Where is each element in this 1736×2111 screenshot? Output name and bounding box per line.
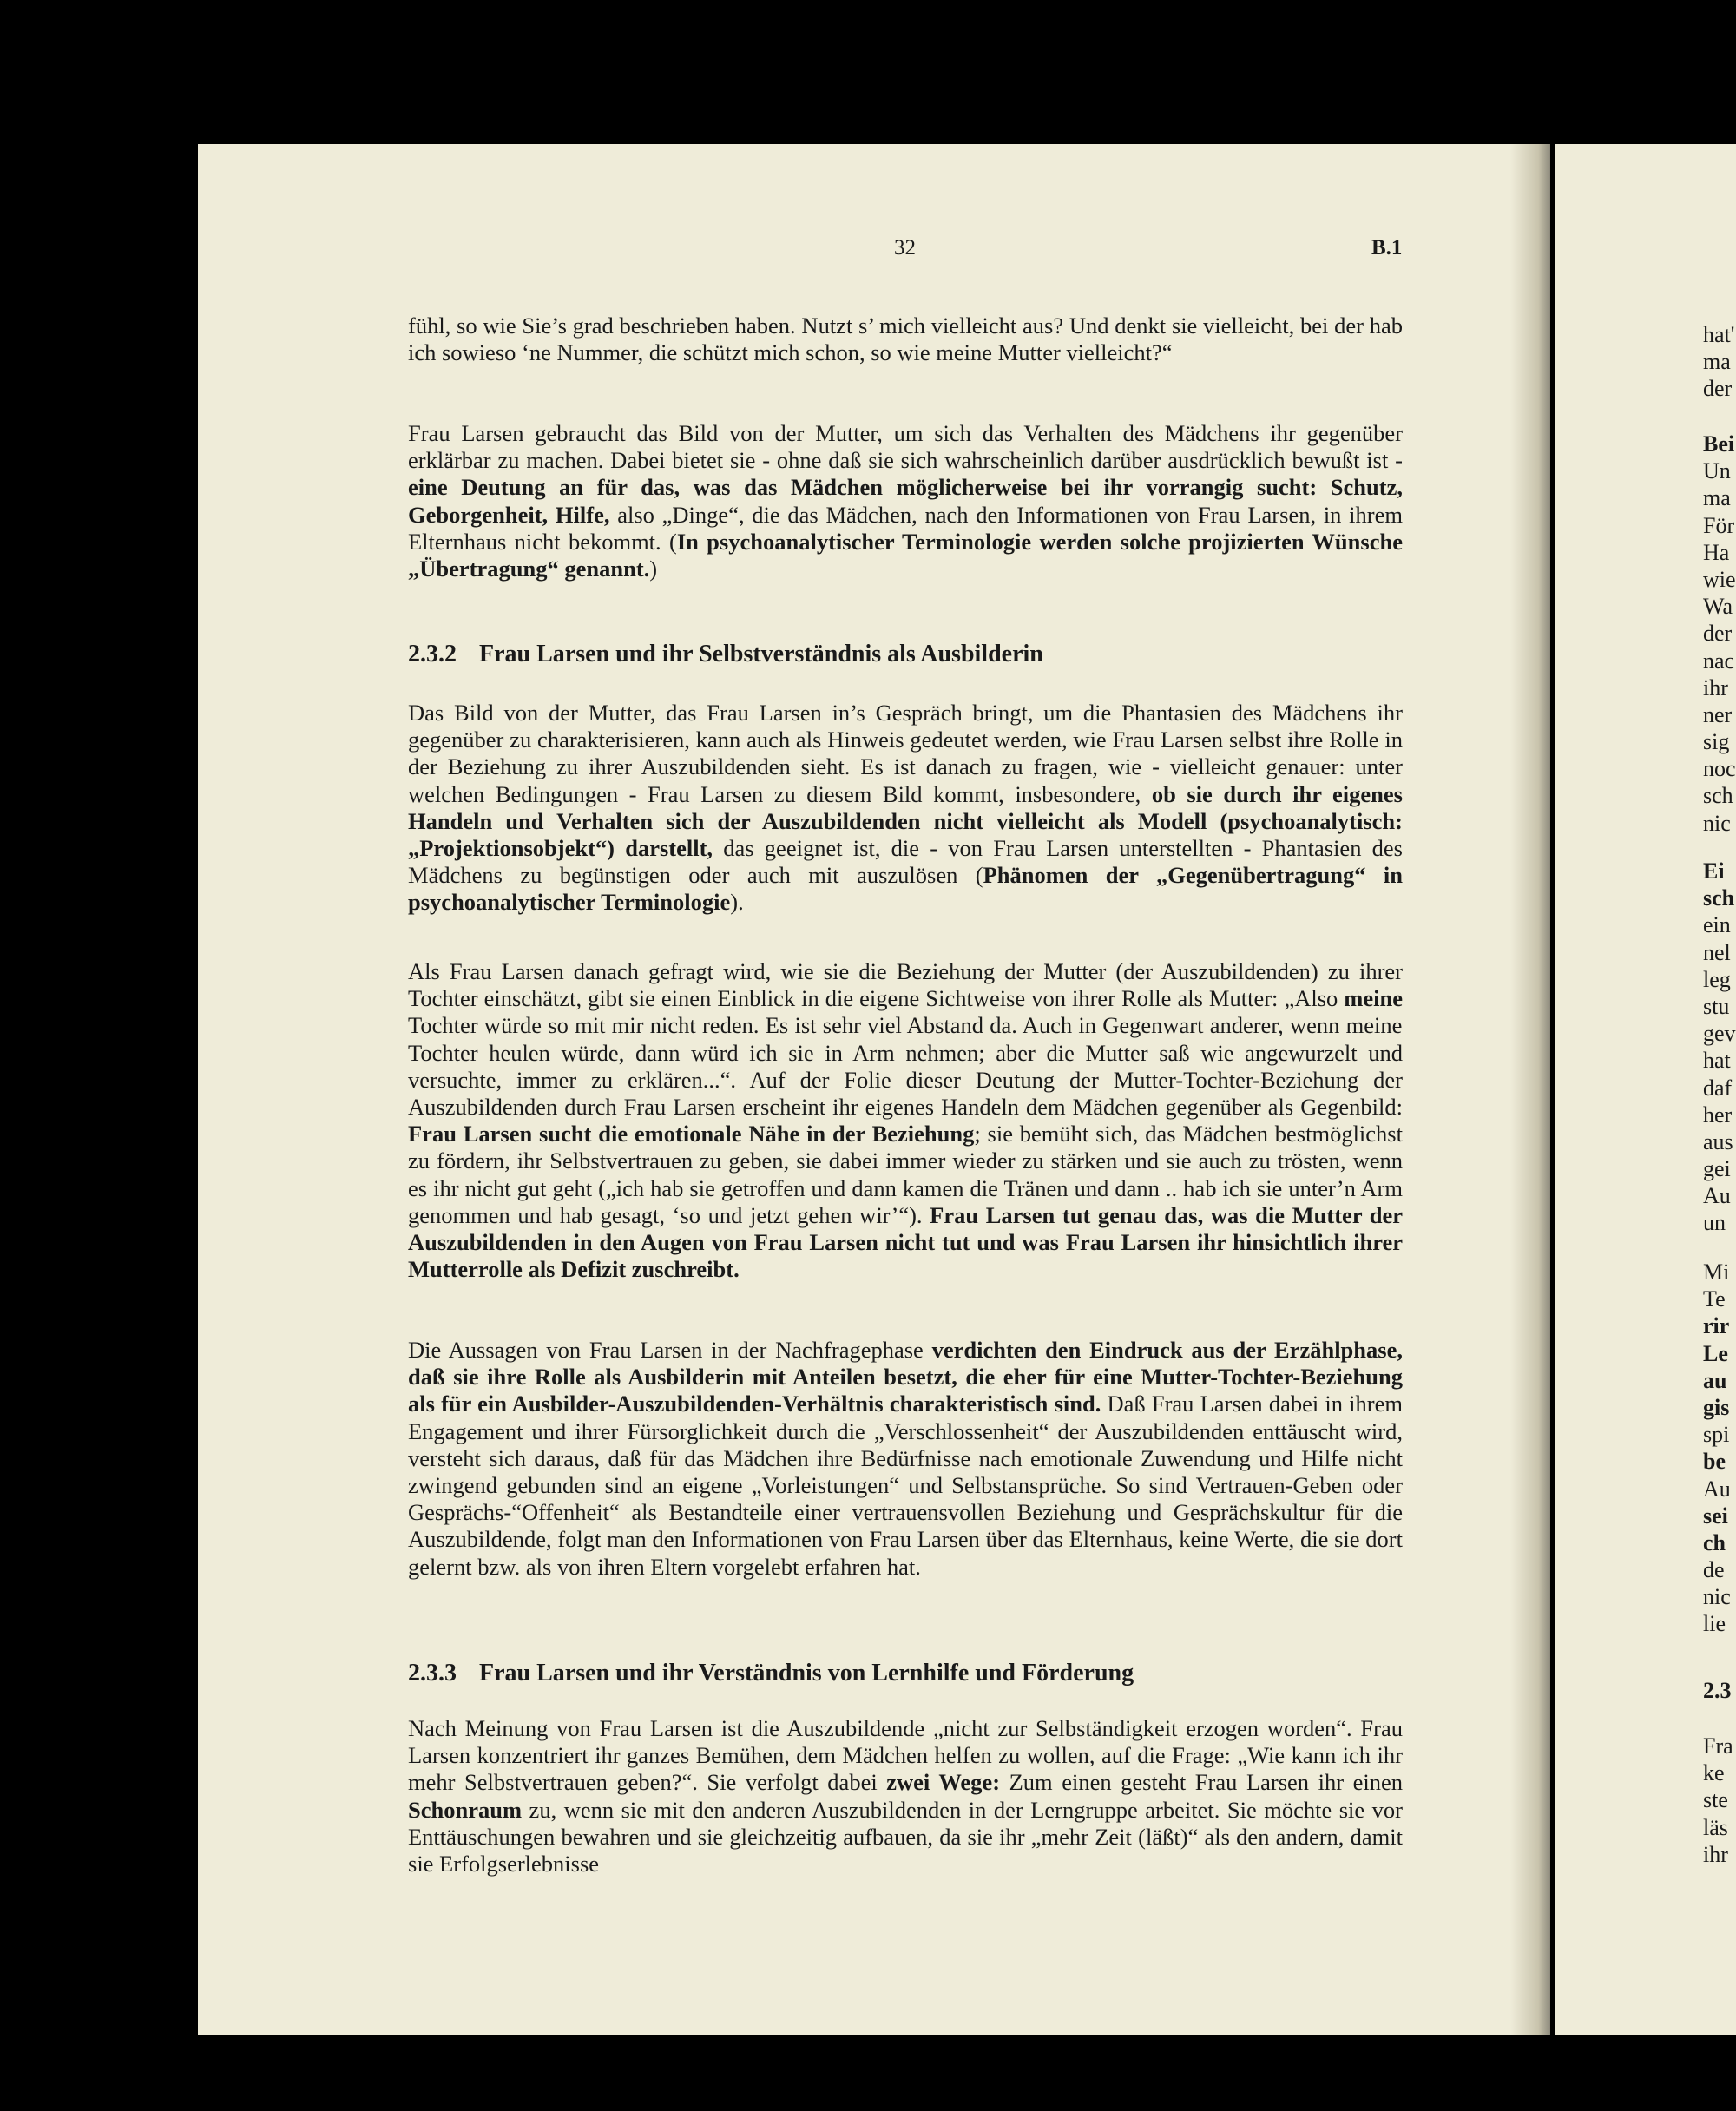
book-gutter <box>1510 144 1550 2035</box>
facing-page-heading: 2.3 <box>1703 1678 1732 1703</box>
paragraph-3: Das Bild von der Mutter, das Frau Larsen in’s Gespräch bringt, um die Phantasien des Mädchens ihr gegenüber zu charakterisieren, kann auch als Hinweis gedeutet werden, wie Frau Larsen selbst ihre Rolle in der Beziehung zu ihrer Auszubildenden sieht. Es ist danach zu fragen, wie - vielleicht genauer: unter welchen Bedingungen - Frau Larsen zu diesem Bild kommt, insbesondere, ob sie durch ihr eigenes Handeln und Verhalten sich der Auszubildenden nicht vielleicht als Modell (psychoanalytisch: „Projektionsobjekt“) darstellt, das geeignet ist, die - von Frau Larsen unterstellten - Phantasien des Mädchens zu begünstigen oder auch mit auszulösen (Phänomen der „Gegenübertragung“ in psychoanalytischer Terminologie). <box>408 700 1403 916</box>
heading-2-3-2: 2.3.2 Frau Larsen und ihr Selbstverständnis als Ausbilderin <box>408 641 1043 667</box>
paragraph-5: Die Aussagen von Frau Larsen in der Nachfragephase verdichten den Eindruck aus der Erzählphase, daß sie ihre Rolle als Ausbilderin mit Anteilen besetzt, die eher für eine Mutter-Tochter-Beziehung als für ein Ausbilder-Auszubildenden-Verhältnis charakteristisch sind. Daß Frau Larsen dabei in ihrem Engagement und ihrer Fürsorglichkeit durch die „Verschlossenheit“ der Auszubildenden enttäuscht wird, versteht sich daraus, daß für das Mädchen ihre Bedürfnisse nach emotionale Zuwendung und Hilfe nicht zwingend gebunden sind an eigene „Vorleistungen“ und Selbstansprüche. So sind Vertrauen-Geben oder Gesprächs-“Offenheit“ als Bestandteile einer vertrauensvollen Beziehung und Gesprächskultur für die Auszubildende, folgt man den Informationen von Frau Larsen über das Elternhaus, keine Werte, die sie dort gelernt bzw. als von ihren Eltern vorgelebt erfahren hat. <box>408 1337 1403 1580</box>
paragraph-2: Frau Larsen gebraucht das Bild von der Mutter, um sich das Verhalten des Mädchens ihr gegenüber erklärbar zu machen. Dabei bietet sie - ohne daß sie sich wahrscheinlich darüber ausdrücklich bewußt ist - eine Deutung an für das, was das Mädchen möglicherweise bei ihr vorrangig sucht: Schutz, Geborgenheit, Hilfe, also „Dinge“, die das Mädchen, nach den Informationen von Frau Larsen, in ihrem Elternhaus nicht bekommt. (In psychoanalytischer Terminologie werden solche projizierten Wünsche „Übertragung“ genannt.) <box>408 420 1403 582</box>
paragraph-6: Nach Meinung von Frau Larsen ist die Auszubildende „nicht zur Selbständigkeit erzogen worden“. Frau Larsen konzentriert ihr ganzes Bemühen, dem Mädchen helfen zu wollen, auf die Frage: „Wie kann ich ihr mehr Selbstvertrauen geben?“. Sie verfolgt dabei zwei Wege: Zum einen gesteht Frau Larsen ihr einen Schonraum zu, wenn sie mit den anderen Auszubildenden in der Lerngruppe arbeitet. Sie möchte sie vor Enttäuschungen bewahren und sie gleichzeitig aufbauen, da sie ihr „mehr Zeit (läßt)“ als den andern, damit sie Erfolgserlebnisse <box>408 1715 1404 1878</box>
facing-page-bottom-lines: Fra ke ste läs ihr <box>1703 1733 1733 1867</box>
facing-page-mid-lines: Bei Un ma För Ha wie Wa der nac ihr ner sig noc sch nic <box>1703 431 1736 836</box>
heading-2-3-3: 2.3.3 Frau Larsen und ihr Verständnis von Lernhilfe und Förderung <box>408 1660 1134 1687</box>
page-number: 32 <box>894 236 916 260</box>
facing-page-ei-lines: Ei sch ein nel leg stu gev hat daf her aus gei Au un <box>1703 858 1736 1236</box>
paragraph-1: fühl, so wie Sie’s grad beschrieben haben. Nutzt s’ mich vielleicht aus? Und denkt sie vielleicht, bei der hab ich sowieso ‘ne Nummer, die schützt mich schon, so wie meine Mutter vielleicht?“ <box>408 312 1403 366</box>
section-label: B.1 <box>1371 236 1403 260</box>
facing-page-top-lines: hat' ma der <box>1703 322 1735 402</box>
facing-page-mi-lines: Mi Te rir Le au gis spi be Au sei ch de nic lie <box>1703 1259 1731 1637</box>
paragraph-4: Als Frau Larsen danach gefragt wird, wie sie die Beziehung der Mutter (der Auszubildenden) zu ihrer Tochter einschätzt, gibt sie einen Einblick in die eigene Sichtweise von ihrer Rolle als Mutter: „Also meine Tochter würde so mit mir nicht reden. Es ist sehr viel Abstand da. Auch in Gegenwart anderer, wenn meine Tochter heulen würde, dann würd ich sie in Arm nehmen; aber die Mutter saß wie angewurzelt und versuchte, immer zu erklären...“. Auf der Folie dieser Deutung der Mutter-Tochter-Beziehung der Auszubildenden durch Frau Larsen erscheint ihr eigenes Handeln dem Mädchen gegenüber als Gegenbild: Frau Larsen sucht die emotionale Nähe in der Beziehung; sie bemüht sich, das Mädchen bestmöglichst zu fördern, ihr Selbstvertrauen zu geben, sie dabei immer wieder zu stärken und sie auch zu trösten, wenn es ihr nicht gut geht („ich hab sie getroffen und dann kamen die Tränen und dann .. hab ich sie unter’n Arm genommen und hab gesagt, ‘so und jetzt gehen wir’“). Frau Larsen tut genau das, was die Mutter der Auszubildenden in den Augen von Frau Larsen nicht tut und was Frau Larsen ihr hinsichtlich ihrer Mutterrolle als Defizit zuschreibt. <box>408 958 1404 1283</box>
